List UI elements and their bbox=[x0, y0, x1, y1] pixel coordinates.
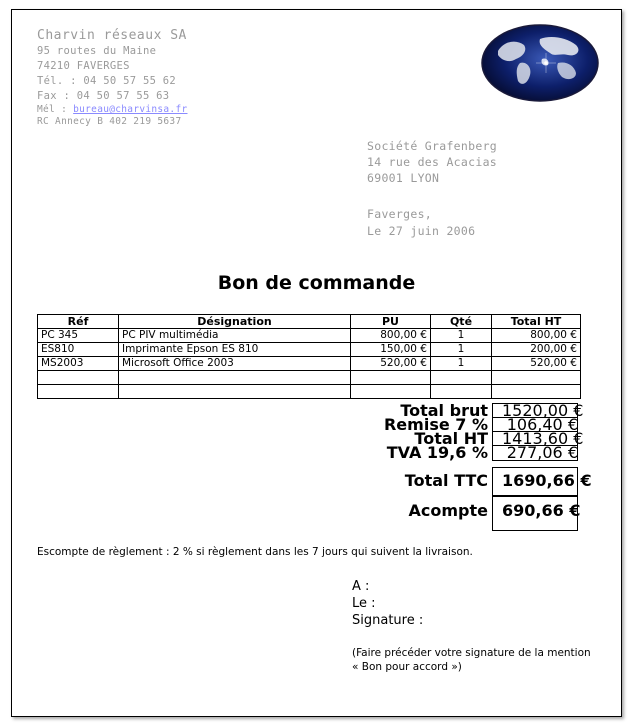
sender-fax: Fax : 04 50 57 55 63 bbox=[37, 90, 170, 102]
sender-mail-link[interactable]: bureau@charvinsa.fr bbox=[73, 104, 188, 115]
cell-designation: PC PIV multimédia bbox=[119, 329, 351, 343]
cell-designation: Microsoft Office 2003 bbox=[119, 357, 351, 371]
totals-value-box bbox=[492, 401, 584, 461]
cell-qte: 1 bbox=[431, 343, 492, 357]
escompte-note: Escompte de règlement : 2 % si règlement dans les 7 jours qui suivent la livraison. bbox=[37, 546, 473, 558]
ttc-value: 1690,66 € bbox=[502, 471, 592, 490]
sender-address-line1: 95 routes du Maine bbox=[37, 45, 157, 57]
cell-qte bbox=[431, 385, 492, 399]
signature-note: (Faire précéder votre signature de la mention « Bon pour accord ») bbox=[352, 647, 591, 673]
cell-ref: PC 345 bbox=[38, 329, 119, 343]
totals-divider bbox=[492, 431, 578, 432]
cell-ref bbox=[38, 371, 119, 385]
sender-phone: Tél. : 04 50 57 55 62 bbox=[37, 75, 177, 87]
globe-logo-icon bbox=[480, 23, 600, 103]
recipient-address bbox=[367, 138, 497, 186]
document-page bbox=[11, 9, 622, 717]
total-ht-label: Total HT bbox=[414, 429, 488, 448]
ttc-label: Total TTC bbox=[404, 471, 488, 490]
cell-qte: 1 bbox=[431, 357, 492, 371]
order-table bbox=[37, 314, 581, 399]
sender-company: Charvin réseaux SA bbox=[37, 28, 187, 43]
signature-label: Signature : bbox=[352, 613, 424, 628]
table-row bbox=[38, 357, 581, 371]
date-value: Le 27 juin 2006 bbox=[367, 224, 476, 238]
recipient-city: 69001 LYON bbox=[367, 171, 440, 185]
cell-pu bbox=[351, 385, 431, 399]
cell-ref: MS2003 bbox=[38, 357, 119, 371]
cell-qte: 1 bbox=[431, 329, 492, 343]
page-title: Bon de commande bbox=[217, 272, 416, 294]
header-total-ht: Total HT bbox=[492, 315, 581, 329]
total-brut-label: Total brut bbox=[400, 401, 488, 420]
cell-pu: 150,00 € bbox=[351, 343, 431, 357]
sender-rc: RC Annecy B 402 219 5637 bbox=[37, 116, 182, 127]
header-pu: PU bbox=[351, 315, 431, 329]
cell-ref bbox=[38, 385, 119, 399]
table-row bbox=[38, 329, 581, 343]
table-row-empty bbox=[38, 371, 581, 385]
tva-label: TVA 19,6 % bbox=[386, 443, 488, 462]
header-ref: Réf bbox=[38, 315, 119, 329]
cell-designation bbox=[119, 371, 351, 385]
acompte-row bbox=[342, 501, 582, 520]
cell-total: 200,00 € bbox=[492, 343, 581, 357]
cell-total bbox=[492, 371, 581, 385]
cell-ref: ES810 bbox=[38, 343, 119, 357]
sender-letterhead bbox=[37, 27, 188, 128]
date-block bbox=[367, 206, 475, 240]
total-ht-value: 1413,60 € bbox=[502, 429, 584, 448]
cell-total: 520,00 € bbox=[492, 357, 581, 371]
recipient-name: Société Grafenberg bbox=[367, 139, 498, 153]
date-place: Faverges, bbox=[367, 207, 433, 221]
table-row-empty bbox=[38, 385, 581, 399]
totals-divider bbox=[492, 417, 578, 418]
cell-pu bbox=[351, 371, 431, 385]
table-header-row bbox=[38, 315, 581, 329]
cell-qte bbox=[431, 371, 492, 385]
remise-label: Remise 7 % bbox=[383, 415, 488, 434]
sender-mail-line bbox=[37, 104, 188, 116]
signature-block bbox=[352, 578, 423, 629]
ttc-row bbox=[342, 471, 592, 490]
header-designation: Désignation bbox=[119, 315, 351, 329]
recipient-street: 14 rue des Acacias bbox=[367, 155, 498, 169]
table-row bbox=[38, 343, 581, 357]
cell-total bbox=[492, 385, 581, 399]
cell-pu: 800,00 € bbox=[351, 329, 431, 343]
remise-value: 106,40 € bbox=[506, 415, 578, 434]
sender-mail-label: Mél : bbox=[37, 104, 74, 115]
sender-address-line2: 74210 FAVERGES bbox=[37, 60, 130, 72]
cell-pu: 520,00 € bbox=[351, 357, 431, 371]
signature-le: Le : bbox=[352, 596, 376, 611]
acompte-value: 690,66 € bbox=[502, 501, 581, 520]
acompte-label: Acompte bbox=[408, 501, 488, 520]
totals-divider bbox=[492, 445, 578, 446]
tva-value: 277,06 € bbox=[506, 443, 578, 462]
total-brut-value: 1520,00 € bbox=[502, 401, 584, 420]
cell-designation: Imprimante Epson ES 810 bbox=[119, 343, 351, 357]
cell-total: 800,00 € bbox=[492, 329, 581, 343]
signature-a: A : bbox=[352, 579, 370, 594]
cell-designation bbox=[119, 385, 351, 399]
header-qte: Qté bbox=[431, 315, 492, 329]
